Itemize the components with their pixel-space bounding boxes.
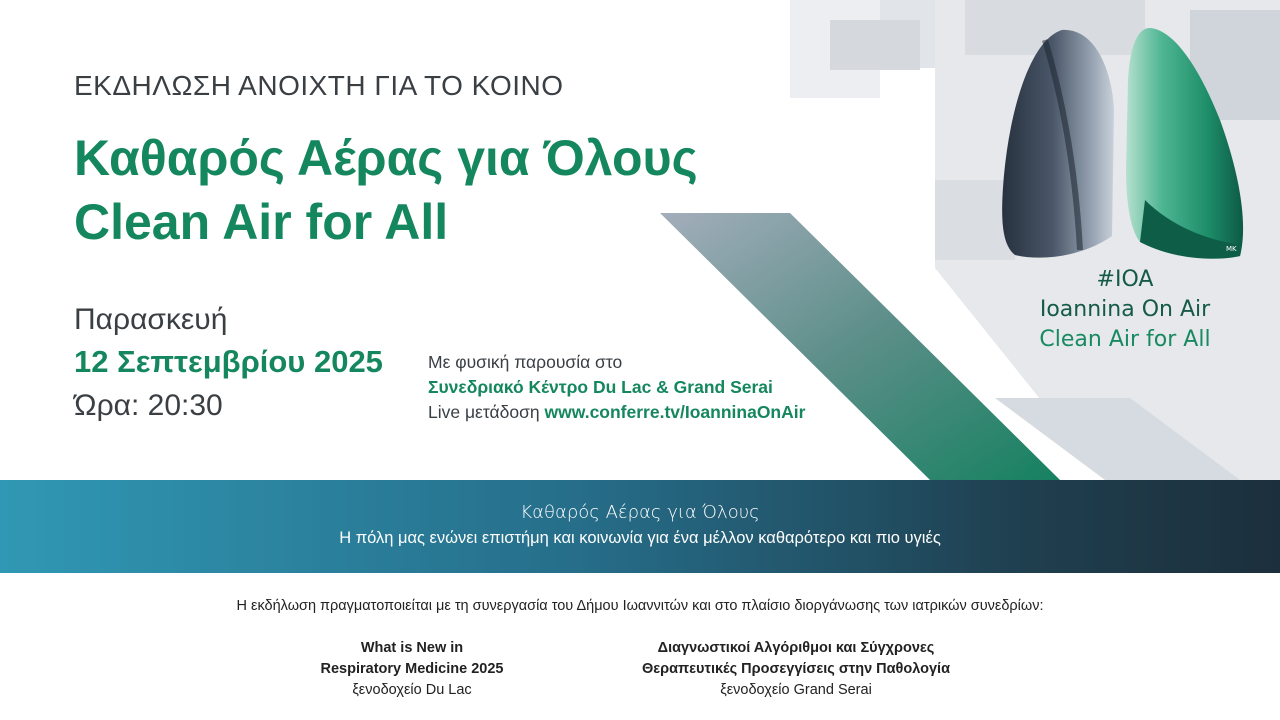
hashtag: #IOA	[1096, 267, 1154, 292]
band-subtitle: Η πόλη μας ενώνει επιστήμη και κοινωνία για ένα μέλλον καθαρότερο και πιο υγιές	[339, 529, 941, 547]
tag-line-1: Ioannina On Air	[1039, 297, 1211, 322]
conference-title-line: Θεραπευτικές Προσεγγίσεις στην Παθολογία	[642, 661, 950, 677]
live-stream	[428, 400, 805, 425]
event-day: Παρασκευή	[74, 303, 228, 336]
venue-info	[428, 350, 805, 425]
conference-hotel: ξενοδοχείο Du Lac	[352, 682, 472, 698]
band-title: Καθαρός Αέρας για Όλους	[520, 502, 760, 523]
page-title	[74, 126, 698, 254]
deco-square	[830, 20, 920, 70]
live-label: Live μετάδοση	[428, 402, 540, 422]
artist-signature: MK	[1226, 245, 1237, 253]
event-time: Ώρα: 20:30	[74, 389, 223, 422]
event-kicker: ΕΚΔΗΛΩΣΗ ΑΝΟΙΧΤΗ ΓΙΑ ΤΟ ΚΟΙΝΟ	[74, 70, 564, 101]
conference-block	[586, 638, 1006, 701]
conference-title-line: Respiratory Medicine 2025	[320, 661, 504, 677]
collaboration-note: Η εκδήλωση πραγματοποιείται με τη συνεργασία του Δήμου Ιωαννιτών και στο πλαίσιο διοργάνωσης των ιατρικών συνεδρίων:	[236, 598, 1044, 614]
title-english: Clean Air for All	[74, 194, 449, 250]
campaign-tag	[1005, 265, 1245, 355]
tag-line-2: Clean Air for All	[1039, 327, 1211, 352]
live-url-link[interactable]: www.conferre.tv/IoanninaOnAir	[544, 402, 806, 422]
event-date: 12 Σεπτεμβρίου 2025	[74, 344, 383, 379]
venue-intro: Με φυσική παρουσία στο	[428, 352, 623, 372]
conference-title-line: Διαγνωστικοί Αλγόριθμοι και Σύγχρονες	[657, 640, 935, 656]
conference-hotel: ξενοδοχείο Grand Serai	[720, 682, 872, 698]
venue-place: Συνεδριακό Κέντρο Du Lac & Grand Serai	[428, 377, 773, 397]
title-greek: Καθαρός Αέρας για Όλους	[74, 130, 698, 186]
conference-title-line: What is New in	[360, 640, 464, 656]
tagline-band	[0, 480, 1280, 573]
conference-block	[272, 638, 552, 701]
